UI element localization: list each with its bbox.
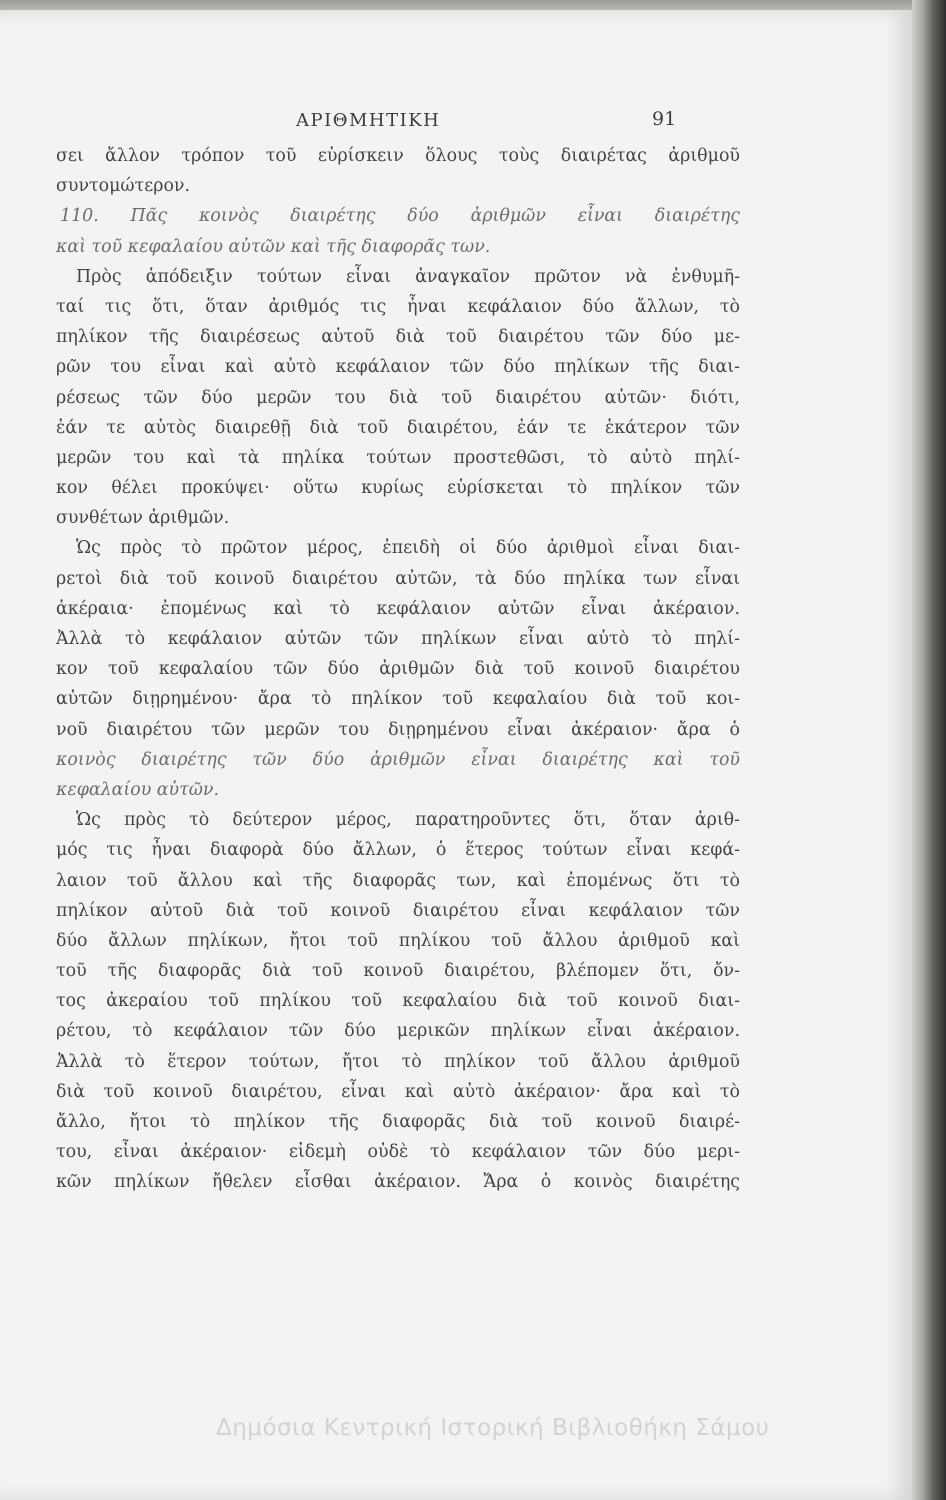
- library-watermark: Δημόσια Κεντρική Ιστορική Βιβλιοθήκη Σάμου: [216, 1415, 770, 1441]
- text-line: λαιον τοῦ ἄλλου καὶ τῆς διαφορᾶς των, καὶ ἐπομένως ὅτι τὸ: [56, 870, 740, 891]
- text-line: κεφαλαίου αὐτῶν.: [56, 779, 220, 800]
- text-line: Ὡς πρὸς τὸ πρῶτον μέρος, ἐπειδὴ οἱ δύο ἀριθμοὶ εἶναι διαι-: [76, 538, 740, 559]
- book-binding-edge: [912, 0, 946, 1500]
- text-line: Πρὸς ἀπόδειξιν τούτων εἶναι ἀναγκαῖον πρῶτον νὰ ἐνθυμῆ-: [76, 266, 740, 287]
- text-line: συντομώτερον.: [56, 176, 191, 197]
- text-line: ρέσεως τῶν δύο μερῶν του διὰ τοῦ διαιρέτου αὐτῶν· διότι,: [56, 387, 740, 408]
- text-line: μός τις ἦναι διαφορὰ δύο ἄλλων, ὁ ἕτερος τούτων εἶναι κεφά-: [56, 840, 740, 861]
- text-line: ρετοὶ διὰ τοῦ κοινοῦ διαιρέτου αὐτῶν, τὰ δύο πηλίκα των εἶναι: [56, 568, 740, 589]
- text-line: δύο ἄλλων πηλίκων, ἤτοι τοῦ πηλίκου τοῦ ἄλλου ἀριθμοῦ καὶ: [56, 930, 740, 951]
- text-line: ταί τις ὅτι, ὅταν ἀριθμός τις ἦναι κεφάλαιον δύο ἄλλων, τὸ: [56, 296, 740, 317]
- text-line: τοῦ τῆς διαφορᾶς διὰ τοῦ κοινοῦ διαιρέτου, βλέπομεν ὅτι, ὄν-: [56, 961, 740, 982]
- page-number: 91: [652, 108, 677, 130]
- text-line: αὐτῶν διῃρημένου· ἄρα τὸ πηλίκον τοῦ κεφαλαίου διὰ τοῦ κοι-: [56, 689, 740, 710]
- text-line: πηλίκον τῆς διαιρέσεως αὐτοῦ διὰ τοῦ διαιρέτου τῶν δύο με-: [56, 327, 740, 348]
- text-line: 110. Πᾶς κοινὸς διαιρέτης δύο ἀριθμῶν εἶναι διαιρέτης: [60, 206, 740, 227]
- text-line: καὶ τοῦ κεφαλαίου αὐτῶν καὶ τῆς διαφορᾶς των.: [56, 236, 491, 257]
- text-line: ἐάν τε αὐτὸς διαιρεθῇ διὰ τοῦ διαιρέτου, ἐάν τε ἑκάτερον τῶν: [56, 417, 740, 438]
- running-head-title: ΑΡΙΘΜΗΤΙΚΗ: [296, 110, 441, 131]
- text-line: κῶν πηλίκων ἤθελεν εἶσθαι ἀκέραιον. Ἄρα ὁ κοινὸς διαιρέτης: [56, 1172, 740, 1193]
- text-line: Ὡς πρὸς τὸ δεύτερον μέρος, παρατηροῦντες ὅτι, ὅταν ἀριθ-: [76, 810, 740, 831]
- running-head: [0, 110, 912, 140]
- text-line: ρέτου, τὸ κεφάλαιον τῶν δύο μερικῶν πηλίκων εἶναι ἀκέραιον.: [56, 1021, 740, 1042]
- text-line: πηλίκον αὐτοῦ διὰ τοῦ κοινοῦ διαιρέτου εἶναι κεφάλαιον τῶν: [56, 900, 740, 921]
- text-line: του, εἶναι ἀκέραιον· εἰδεμὴ οὐδὲ τὸ κεφάλαιον τῶν δύο μερι-: [56, 1142, 740, 1163]
- text-line: σει ἄλλον τρόπον τοῦ εὑρίσκειν ὅλους τοὺς διαιρέτας ἀριθμοῦ: [56, 146, 740, 166]
- book-page: [0, 10, 912, 1500]
- text-line: Ἀλλὰ τὸ κεφάλαιον αὐτῶν τῶν πηλίκων εἶναι αὐτὸ τὸ πηλί-: [56, 629, 740, 649]
- text-line: κον τοῦ κεφαλαίου τῶν δύο ἀριθμῶν διὰ τοῦ κοινοῦ διαιρέτου: [56, 659, 740, 680]
- text-line: τος ἀκεραίου τοῦ πηλίκου τοῦ κεφαλαίου διὰ τοῦ κοινοῦ διαι-: [56, 991, 740, 1012]
- text-line: μερῶν του καὶ τὰ πηλίκα τούτων προστεθῶσι, τὸ αὐτὸ πηλί-: [56, 447, 740, 468]
- text-line: νοῦ διαιρέτου τῶν μερῶν του διῃρημένου εἶναι ἀκέραιον· ἄρα ὁ: [56, 719, 740, 740]
- text-line: διὰ τοῦ κοινοῦ διαιρέτου, εἶναι καὶ αὐτὸ ἀκέραιον· ἄρα καὶ τὸ: [56, 1081, 740, 1102]
- text-line: ἀκέραια· ἐπομένως καὶ τὸ κεφάλαιον αὐτῶν εἶναι ἀκέραιον.: [56, 598, 740, 619]
- text-line: κον θέλει προκύψει· οὕτω κυρίως εὑρίσκεται τὸ πηλίκον τῶν: [56, 478, 740, 499]
- text-line: ρῶν του εἶναι καὶ αὐτὸ κεφάλαιον τῶν δύο πηλίκων τῆς διαι-: [56, 357, 740, 378]
- body-text: [56, 141, 740, 1198]
- text-line: ἄλλο, ἤτοι τὸ πηλίκον τῆς διαφορᾶς διὰ τοῦ κοινοῦ διαιρέ-: [56, 1112, 740, 1132]
- text-line: συνθέτων ἀριθμῶν.: [56, 508, 230, 529]
- text-line: Ἀλλὰ τὸ ἕτερον τούτων, ἤτοι τὸ πηλίκον τοῦ ἄλλου ἀριθμοῦ: [56, 1051, 740, 1072]
- text-line: κοινὸς διαιρέτης τῶν δύο ἀριθμῶν εἶναι διαιρέτης καὶ τοῦ: [56, 749, 740, 770]
